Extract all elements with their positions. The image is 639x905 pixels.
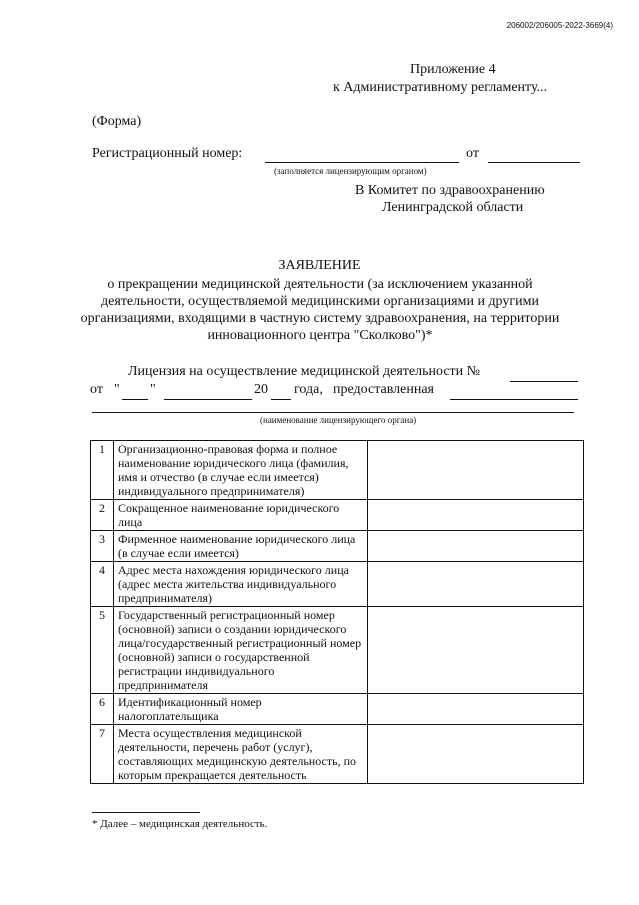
document-subtitle: о прекращении медицинской деятельности (за исключением указанной деятельности, осуществляемой медицинскими организациями и другими организациями, входящими в частную систему здравоохранения, на территории инновационного центра "Сколково")*: [80, 277, 560, 343]
row-label: Адрес места нахождения юридического лица (адрес места жительства индивидуального предпринимателя): [114, 562, 368, 607]
registration-label: Регистрационный номер:: [92, 146, 243, 161]
table-row: [91, 694, 584, 725]
row-value-field[interactable]: [368, 694, 584, 725]
row-number: 6: [91, 694, 114, 725]
row-number: 4: [91, 562, 114, 607]
addressee-line-2: Ленинградской области: [382, 200, 524, 215]
row-label: Фирменное наименование юридического лица (в случае если имеется): [114, 531, 368, 562]
row-value-field[interactable]: [368, 531, 584, 562]
registration-note: (заполняется лицензирующим органом): [274, 166, 427, 176]
row-number: 3: [91, 531, 114, 562]
registration-date-field[interactable]: [488, 143, 580, 163]
registration-number-field[interactable]: [265, 143, 459, 163]
applicant-info-table: [90, 440, 584, 784]
license-year-suffix: года,: [294, 382, 323, 397]
table-row: [91, 441, 584, 500]
addressee-line-1: В Комитет по здравоохранению: [355, 183, 545, 198]
row-number: 7: [91, 725, 114, 784]
row-value-field[interactable]: [368, 607, 584, 694]
form-label: (Форма): [92, 114, 142, 129]
table-row: [91, 500, 584, 531]
license-label: Лицензия на осуществление медицинской деятельности №: [128, 364, 481, 379]
license-year-prefix: 20: [254, 382, 268, 397]
row-number: 2: [91, 500, 114, 531]
document-id: 206002/206005-2022-3669(4): [506, 21, 613, 30]
document-title: ЗАЯВЛЕНИЕ: [278, 258, 361, 273]
registration-from-label: от: [466, 146, 479, 161]
appendix-line-1: Приложение 4: [410, 62, 496, 77]
appendix-line-2: к Административному регламенту...: [333, 80, 548, 95]
license-quote-close: ": [150, 382, 156, 397]
table-row: [91, 607, 584, 694]
table-row: [91, 562, 584, 607]
footnote: * Далее – медицинская деятельность.: [92, 818, 268, 830]
row-value-field[interactable]: [368, 441, 584, 500]
license-issued-label: предоставленная: [333, 382, 434, 397]
row-label: Государственный регистрационный номер (основной) записи о создании юридического лица/государственный регистрационный номер (основной) записи о государственной регистрации индивидуального предпринимателя: [114, 607, 368, 694]
license-number-field[interactable]: [510, 362, 578, 382]
table-row: [91, 531, 584, 562]
row-value-field[interactable]: [368, 562, 584, 607]
licensing-authority-note: (наименование лицензирующего органа): [260, 415, 417, 425]
row-label: Места осуществления медицинской деятельности, перечень работ (услуг), составляющих медицинскую деятельность, по которым прекращается деятельность: [114, 725, 368, 784]
row-label: Организационно-правовая форма и полное наименование юридического лица (фамилия, имя и отчество (в случае если имеется) индивидуального предпринимателя): [114, 441, 368, 500]
table-row: [91, 725, 584, 784]
row-number: 1: [91, 441, 114, 500]
row-label: Идентификационный номер налогоплательщика: [114, 694, 368, 725]
license-from-label: от: [90, 382, 103, 397]
row-value-field[interactable]: [368, 500, 584, 531]
licensing-authority-field[interactable]: [92, 393, 574, 413]
row-label: Сокращенное наименование юридического лица: [114, 500, 368, 531]
license-quote-open: ": [114, 382, 120, 397]
row-value-field[interactable]: [368, 725, 584, 784]
footnote-divider: [92, 812, 200, 813]
row-number: 5: [91, 607, 114, 694]
